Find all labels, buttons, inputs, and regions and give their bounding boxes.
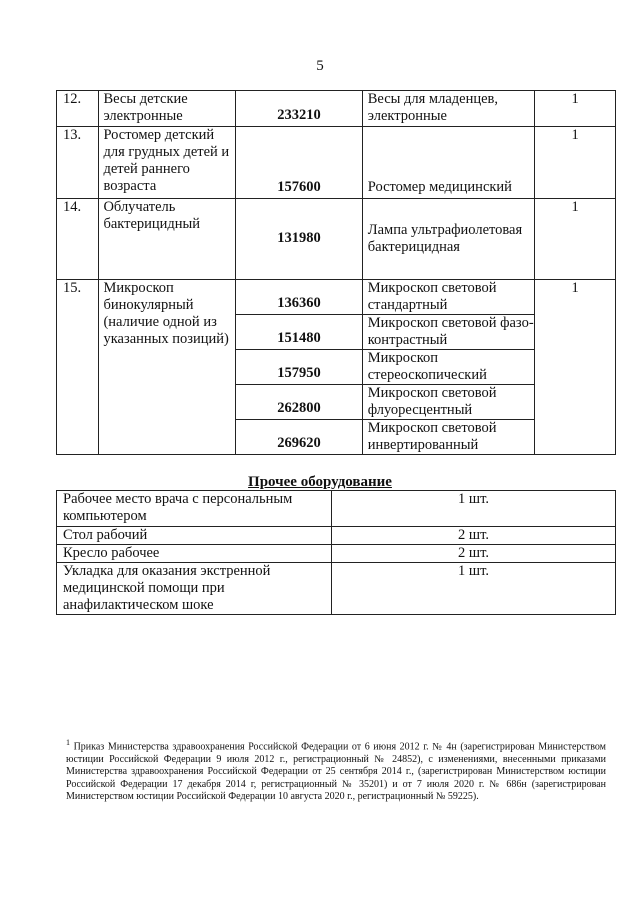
equipment-quantity: 1 [535, 280, 616, 455]
equipment-code: 131980 [236, 199, 362, 280]
row-number: 14. [57, 199, 99, 280]
equipment-quantity: 1 [535, 127, 616, 199]
equipment-code: 262800 [236, 385, 362, 420]
equipment-code: 136360 [236, 280, 362, 315]
equipment-code: 233210 [236, 91, 362, 127]
equipment-code: 157600 [236, 127, 362, 199]
item-amount: 1 шт. [332, 563, 616, 615]
footnote [66, 737, 606, 804]
item-name: Рабочее место врача с персональным компьютером [57, 491, 332, 527]
item-amount: 2 шт. [332, 527, 616, 545]
equipment-name: Облучатель бактерицидный [99, 199, 236, 280]
table-row [57, 280, 616, 315]
equipment-model: Лампа ультрафиолетовая бактерицидная [362, 199, 535, 280]
equipment-model: Микроскоп световой флуоресцентный [362, 385, 535, 420]
equipment-model: Микроскоп стереоскопический [362, 350, 535, 385]
equipment-model: Весы для младенцев, электронные [362, 91, 535, 127]
table-row [57, 127, 616, 199]
item-name: Стол рабочий [57, 527, 332, 545]
equipment-code: 269620 [236, 420, 362, 455]
equipment-model: Ростомер медицинский [362, 127, 535, 199]
row-number: 12. [57, 91, 99, 127]
table-row [57, 491, 616, 527]
equipment-model: Микроскоп световой стандартный [362, 280, 535, 315]
equipment-code: 151480 [236, 315, 362, 350]
item-amount: 2 шт. [332, 545, 616, 563]
equipment-quantity: 1 [535, 199, 616, 280]
equipment-table [56, 90, 616, 455]
section-title: Прочее оборудование [248, 474, 392, 490]
footnote-marker: 1 [66, 738, 70, 747]
equipment-quantity: 1 [535, 91, 616, 127]
table-row [57, 563, 616, 615]
item-name: Кресло рабочее [57, 545, 332, 563]
equipment-model: Микроскоп световой фазо-контрастный [362, 315, 535, 350]
item-amount: 1 шт. [332, 491, 616, 527]
row-number: 13. [57, 127, 99, 199]
equipment-name: Микроскоп бинокулярный (наличие одной из указанных позиций) [99, 280, 236, 455]
item-name: Укладка для оказания экстренной медицинской помощи при анафилактическом шоке [57, 563, 332, 615]
table-row [57, 91, 616, 127]
equipment-code: 157950 [236, 350, 362, 385]
table-row [57, 545, 616, 563]
page-number: 5 [316, 58, 324, 74]
table-row [57, 527, 616, 545]
equipment-name: Весы детские электронные [99, 91, 236, 127]
table-row [57, 199, 616, 280]
other-equipment-table [56, 490, 616, 615]
row-number: 15. [57, 280, 99, 455]
equipment-model: Микроскоп световой инвертированный [362, 420, 535, 455]
equipment-name: Ростомер детский для грудных детей и детей раннего возраста [99, 127, 236, 199]
footnote-text: Приказ Министерства здравоохранения Российской Федерации от 6 июня 2012 г. № 4н (зарегистрирован Министерством юстиции Российской Федерации 9 июля 2012 г., регистрационный № 24852), с изменениями, внесенными приказами Министерства здравоохранения Российской Федерации от 25 сентября 2014 г., (зарегистрирован Министерством юстиции Российской Федерации 17 декабря 2014 г, регистрационный № 35201) и от 7 июля 2020 г. № 686н (зарегистрирован Министерством юстиции Российской Федерации 10 августа 2020 г., регистрационный № 59225). [66, 741, 606, 803]
